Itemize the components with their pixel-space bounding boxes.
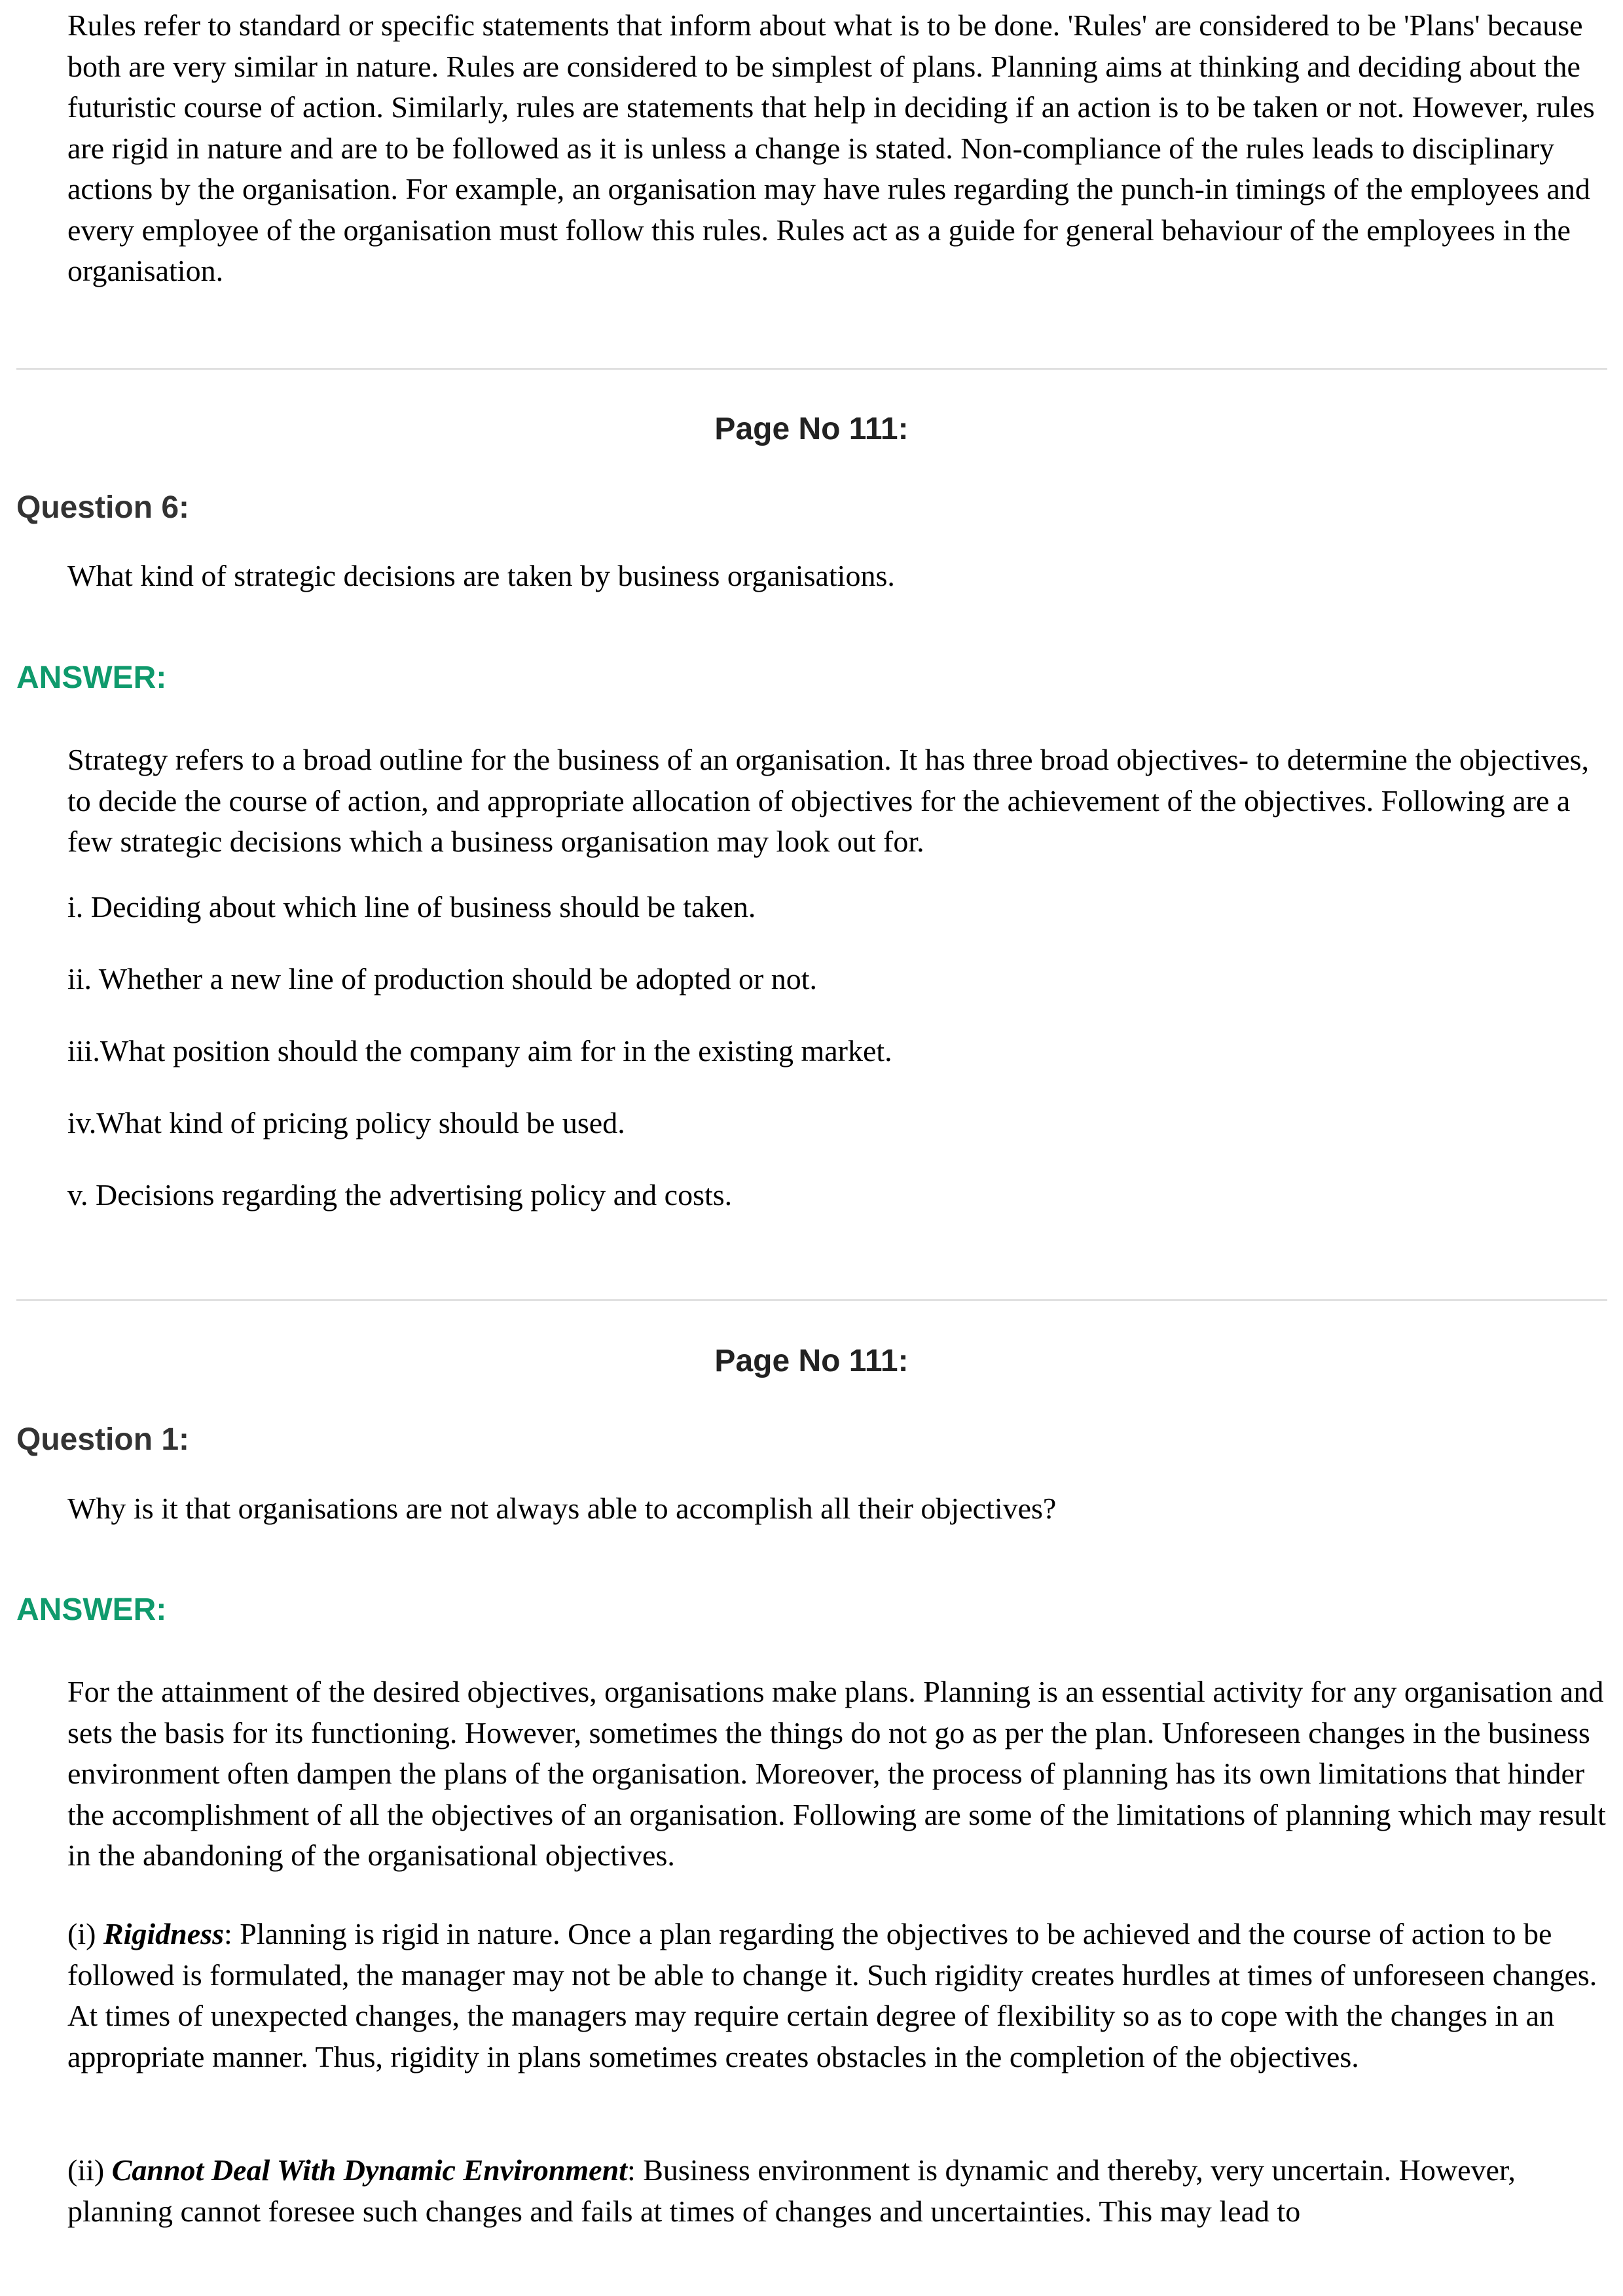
point-term: Cannot Deal With Dynamic Environment [111,2153,627,2187]
list-item: iii.What position should the company aim for in the existing market. [67,1034,892,1067]
section-divider [16,368,1607,370]
question-heading: Question 1: [16,1422,190,1457]
point-text: : Planning is rigid in nature. Once a plan regarding the objectives to be achieved and the course of action to be followed is formulated, the manager may not be able to change it. Such rigidity creates hurdles at times of unforeseen changes. At times of unexpected changes, the managers may require certain degree of flexibility so as to cope with the changes in an appropriate manner. Thus, rigidity in plans sometimes creates obstacles in the completion of the objectives. [67,1917,1597,2073]
point-prefix: (ii) [67,2153,112,2187]
list-item: iv.What kind of pricing policy should be used. [67,1106,625,1139]
question-text: What kind of strategic decisions are taken by business organisations. [67,559,895,592]
list-item: ii. Whether a new line of production should be adopted or not. [67,962,818,996]
point-text: : Business environment is dynamic and thereby, very uncertain. However, planning cannot foresee such changes and fails at times of changes and uncertainties. This may lead to [67,2153,1516,2228]
list-item: i. Deciding about which line of business should be taken. [67,890,756,924]
list-item: v. Decisions regarding the advertising policy and costs. [67,1178,733,1211]
page-number-heading: Page No 111: [714,1344,909,1378]
answer-heading: ANSWER: [16,1592,167,1627]
section-divider [16,1299,1607,1301]
limitation-point [67,1914,1607,2077]
answer-heading: ANSWER: [16,660,167,695]
page-number-heading: Page No 111: [714,412,909,446]
intro-paragraph: Rules refer to standard or specific statements that inform about what is to be done. 'Rules' are considered to be 'Plans' because both are very similar in nature. Rules are considered to be simplest of plans. Planning aims at thinking and deciding about the futuristic course of action. Similarly, rules are statements that help in deciding if an action is to be taken or not. However, rules are rigid in nature and are to be followed as it is unless a change is stated. Non-compliance of the rules leads to disciplinary actions by the organisation. For example, an organisation may have rules regarding the punch-in timings of the employees and every employee of the organisation must follow this rules. Rules act as a guide for general behaviour of the employees in the organisation. [67,9,1595,287]
point-prefix: (i) [67,1917,103,1950]
question-heading: Question 6: [16,490,190,525]
answer-paragraph: Strategy refers to a broad outline for the business of an organisation. It has three broad objectives- to determine the objectives, to decide the course of action, and appropriate allocation of objectives for the achievement of the objectives. Following are a few strategic decisions which a business organisation may look out for. [67,743,1589,858]
answer-paragraph: For the attainment of the desired objectives, organisations make plans. Planning is an essential activity for any organisation and sets the basis for its functioning. However, sometimes the things do not go as per the plan. Unforeseen changes in the business environment often dampen the plans of the organisation. Moreover, the process of planning has its own limitations that hinder the accomplishment of all the objectives of an organisation. Following are some of the limitations of planning which may result in the abandoning of the organisational objectives. [67,1675,1606,1872]
question-text: Why is it that organisations are not always able to accomplish all their objectives? [67,1492,1057,1525]
limitation-point [67,2150,1607,2232]
point-term: Rigidness [103,1917,224,1950]
